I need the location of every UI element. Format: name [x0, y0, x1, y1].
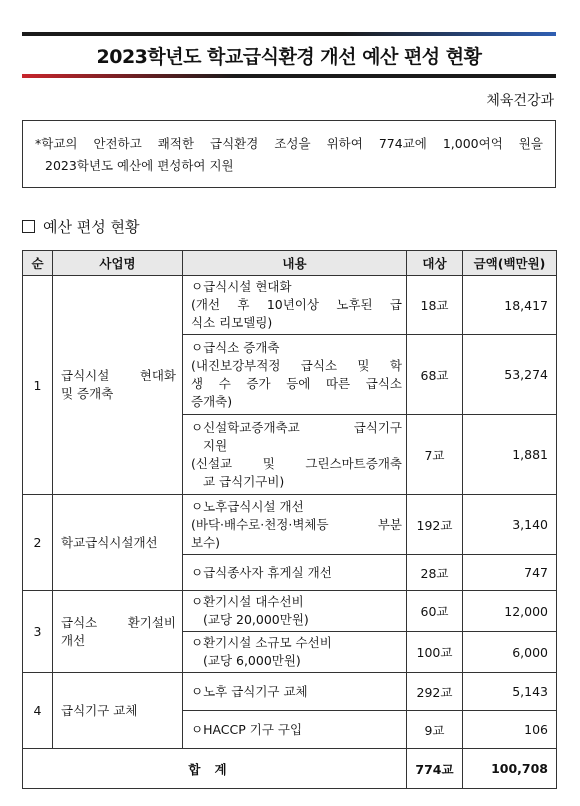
- group-no: 1: [23, 276, 53, 495]
- group-no: 3: [23, 591, 53, 673]
- target-cell: 18교: [407, 276, 463, 335]
- target-cell: 292교: [407, 673, 463, 711]
- amount-cell: 18,417: [463, 276, 557, 335]
- target-cell: 7교: [407, 415, 463, 495]
- checkbox-icon: [22, 220, 35, 233]
- table-row: [23, 276, 557, 335]
- summary-line-1: *학교의 안전하고 쾌적한 급식환경 조성을 위하여 774교에 1,000여억 원을: [35, 136, 543, 151]
- header-business: 사업명: [53, 251, 183, 276]
- group-no: 2: [23, 495, 53, 591]
- header-target: 대상: [407, 251, 463, 276]
- amount-cell: 1,881: [463, 415, 557, 495]
- business-name: 학교급식시설개선: [53, 495, 183, 591]
- content-cell: ㅇ급식종사자 휴게실 개선: [183, 555, 407, 591]
- header-no: 순: [23, 251, 53, 276]
- group-no: 4: [23, 673, 53, 749]
- amount-cell: 106: [463, 711, 557, 749]
- target-cell: 68교: [407, 335, 463, 415]
- page-title: 2023학년도 학교급식환경 개선 예산 편성 현황: [96, 45, 482, 68]
- section-title: [22, 216, 139, 237]
- title-bottom-rule: [22, 74, 556, 78]
- content-cell: ㅇ노후 급식기구 교체: [183, 673, 407, 711]
- summary-line-2: 2023학년도 예산에 편성하여 지원: [45, 158, 234, 173]
- total-label: 합계: [23, 749, 407, 789]
- table-header-row: [23, 251, 557, 276]
- table-row: [23, 495, 557, 555]
- department-label: 체육건강과: [486, 93, 554, 109]
- summary-box: [22, 120, 556, 188]
- content-cell: ㅇ환기시설 대수선비 (교당 20,000만원): [183, 591, 407, 632]
- target-cell: 192교: [407, 495, 463, 555]
- target-cell: 28교: [407, 555, 463, 591]
- target-cell: 9교: [407, 711, 463, 749]
- table-row: [23, 673, 557, 711]
- total-row: [23, 749, 557, 789]
- amount-cell: 3,140: [463, 495, 557, 555]
- target-cell: 60교: [407, 591, 463, 632]
- content-cell: ㅇ급식시설 현대화 (개선 후 10년이상 노후된 급 식소 리모델링): [183, 276, 407, 335]
- business-name: 급식소 환기설비 개선: [53, 591, 183, 673]
- title-banner: [22, 32, 556, 78]
- amount-cell: 5,143: [463, 673, 557, 711]
- content-cell: ㅇ노후급식시설 개선 (바닥·배수로·천정·벽체등 부분 보수): [183, 495, 407, 555]
- total-amount: 100,708: [463, 749, 557, 789]
- section-title-text: 예산 편성 현황: [43, 218, 140, 236]
- amount-cell: 53,274: [463, 335, 557, 415]
- content-cell: ㅇ신설학교증개축교 급식기구 지원 (신설교 및 그린스마트증개축 교 급식기구비): [183, 415, 407, 495]
- header-content: 내용: [183, 251, 407, 276]
- budget-table: [22, 250, 557, 789]
- target-cell: 100교: [407, 632, 463, 673]
- amount-cell: 12,000: [463, 591, 557, 632]
- amount-cell: 6,000: [463, 632, 557, 673]
- content-cell: ㅇ환기시설 소규모 수선비 (교당 6,000만원): [183, 632, 407, 673]
- content-cell: ㅇHACCP 기구 구입: [183, 711, 407, 749]
- total-target: 774교: [407, 749, 463, 789]
- business-name: 급식시설 현대화 및 증개축: [53, 276, 183, 495]
- header-amount: 금액(백만원): [463, 251, 557, 276]
- amount-cell: 747: [463, 555, 557, 591]
- table-row: [23, 591, 557, 632]
- business-name: 급식기구 교체: [53, 673, 183, 749]
- content-cell: ㅇ급식소 증개축 (내진보강부적정 급식소 및 학 생 수 증가 등에 따른 급식소 증개축): [183, 335, 407, 415]
